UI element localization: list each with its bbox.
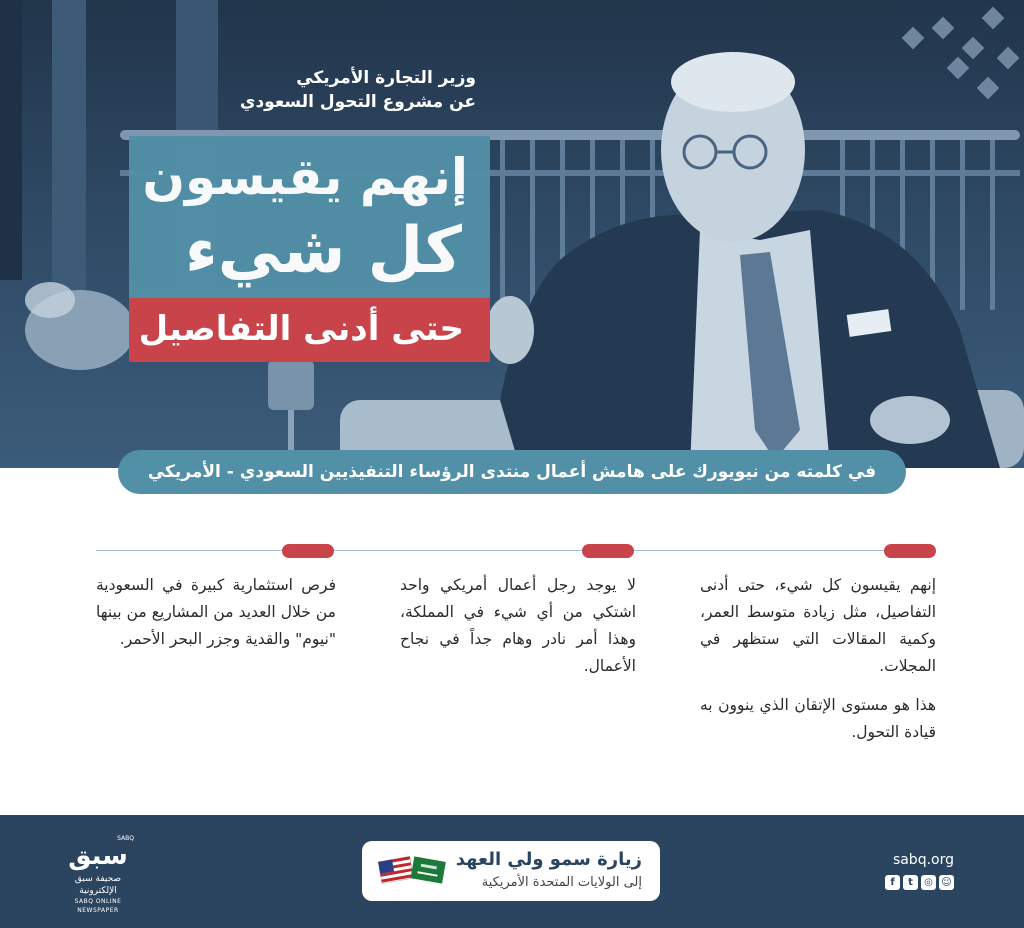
social-icons (885, 875, 954, 890)
headline-line2: كل شيء (184, 214, 462, 288)
subtitle (240, 66, 476, 114)
logo-wordmark: سبق (68, 841, 128, 871)
subtitle-line2: عن مشروع التحول السعودي (239, 92, 476, 112)
caption-pill: في كلمته من نيويورك على هامش أعمال منتدى الرؤساء التنفيذيين السعودي - الأمريكي (118, 450, 906, 494)
column-marker-3 (282, 544, 334, 558)
footer (0, 815, 1024, 928)
logo-arabic-name: صحيفة سبق الإلكترونية (74, 874, 122, 896)
subtitle-line1: وزير التجارة الأمريكي (296, 68, 476, 88)
column-1-paragraph-1: إنهم يقيسون كل شيء، حتى أدنى التفاصيل، مثل زيادة متوسط العمر، وكمية المقالات التي ستظهر في المجلات. (700, 576, 936, 675)
flags-icon (376, 853, 446, 889)
headline-line1: إنهم يقيسون (142, 148, 468, 206)
column-3-paragraph-1: فرص استثمارية كبيرة في السعودية من خلال العديد من المشاريع من بينها "نيوم" والقدية وجزر البحر الأحمر. (96, 576, 336, 648)
twitter-icon[interactable]: t (903, 875, 918, 890)
facebook-icon[interactable]: f (885, 875, 900, 890)
visit-badge (362, 841, 660, 901)
column-marker-1 (884, 544, 936, 558)
instagram-icon[interactable]: ◎ (921, 875, 936, 890)
logo-tag: SABQ (117, 835, 134, 842)
headline-box (129, 136, 490, 298)
website-link[interactable]: sabq.org (892, 852, 954, 868)
column-divider-line (96, 550, 932, 551)
column-2-paragraph-1: لا يوجد رجل أعمال أمريكي واحد اشتكي من أي شيء في المملكة، وهذا أمر نادر وهام جداً في نجاح الأعمال. (400, 576, 636, 675)
column-1 (700, 572, 936, 758)
headline-red-box (129, 298, 490, 362)
logo-english-name: SABQ ONLINE NEWSPAPER (74, 898, 122, 914)
sabq-logo[interactable] (56, 835, 140, 919)
headline-line3: حتى أدنى التفاصيل (138, 309, 464, 349)
visit-title: زيارة سمو ولي العهد (455, 849, 642, 870)
snapchat-icon[interactable]: ☺ (939, 875, 954, 890)
column-marker-2 (582, 544, 634, 558)
content-columns (0, 540, 1024, 790)
column-1-paragraph-2: هذا هو مستوى الإتقان الذي ينوون به قيادة التحول. (700, 696, 936, 741)
visit-subtitle: إلى الولايات المتحدة الأمريكية (481, 875, 642, 890)
column-2 (400, 572, 636, 692)
column-3 (96, 572, 336, 665)
